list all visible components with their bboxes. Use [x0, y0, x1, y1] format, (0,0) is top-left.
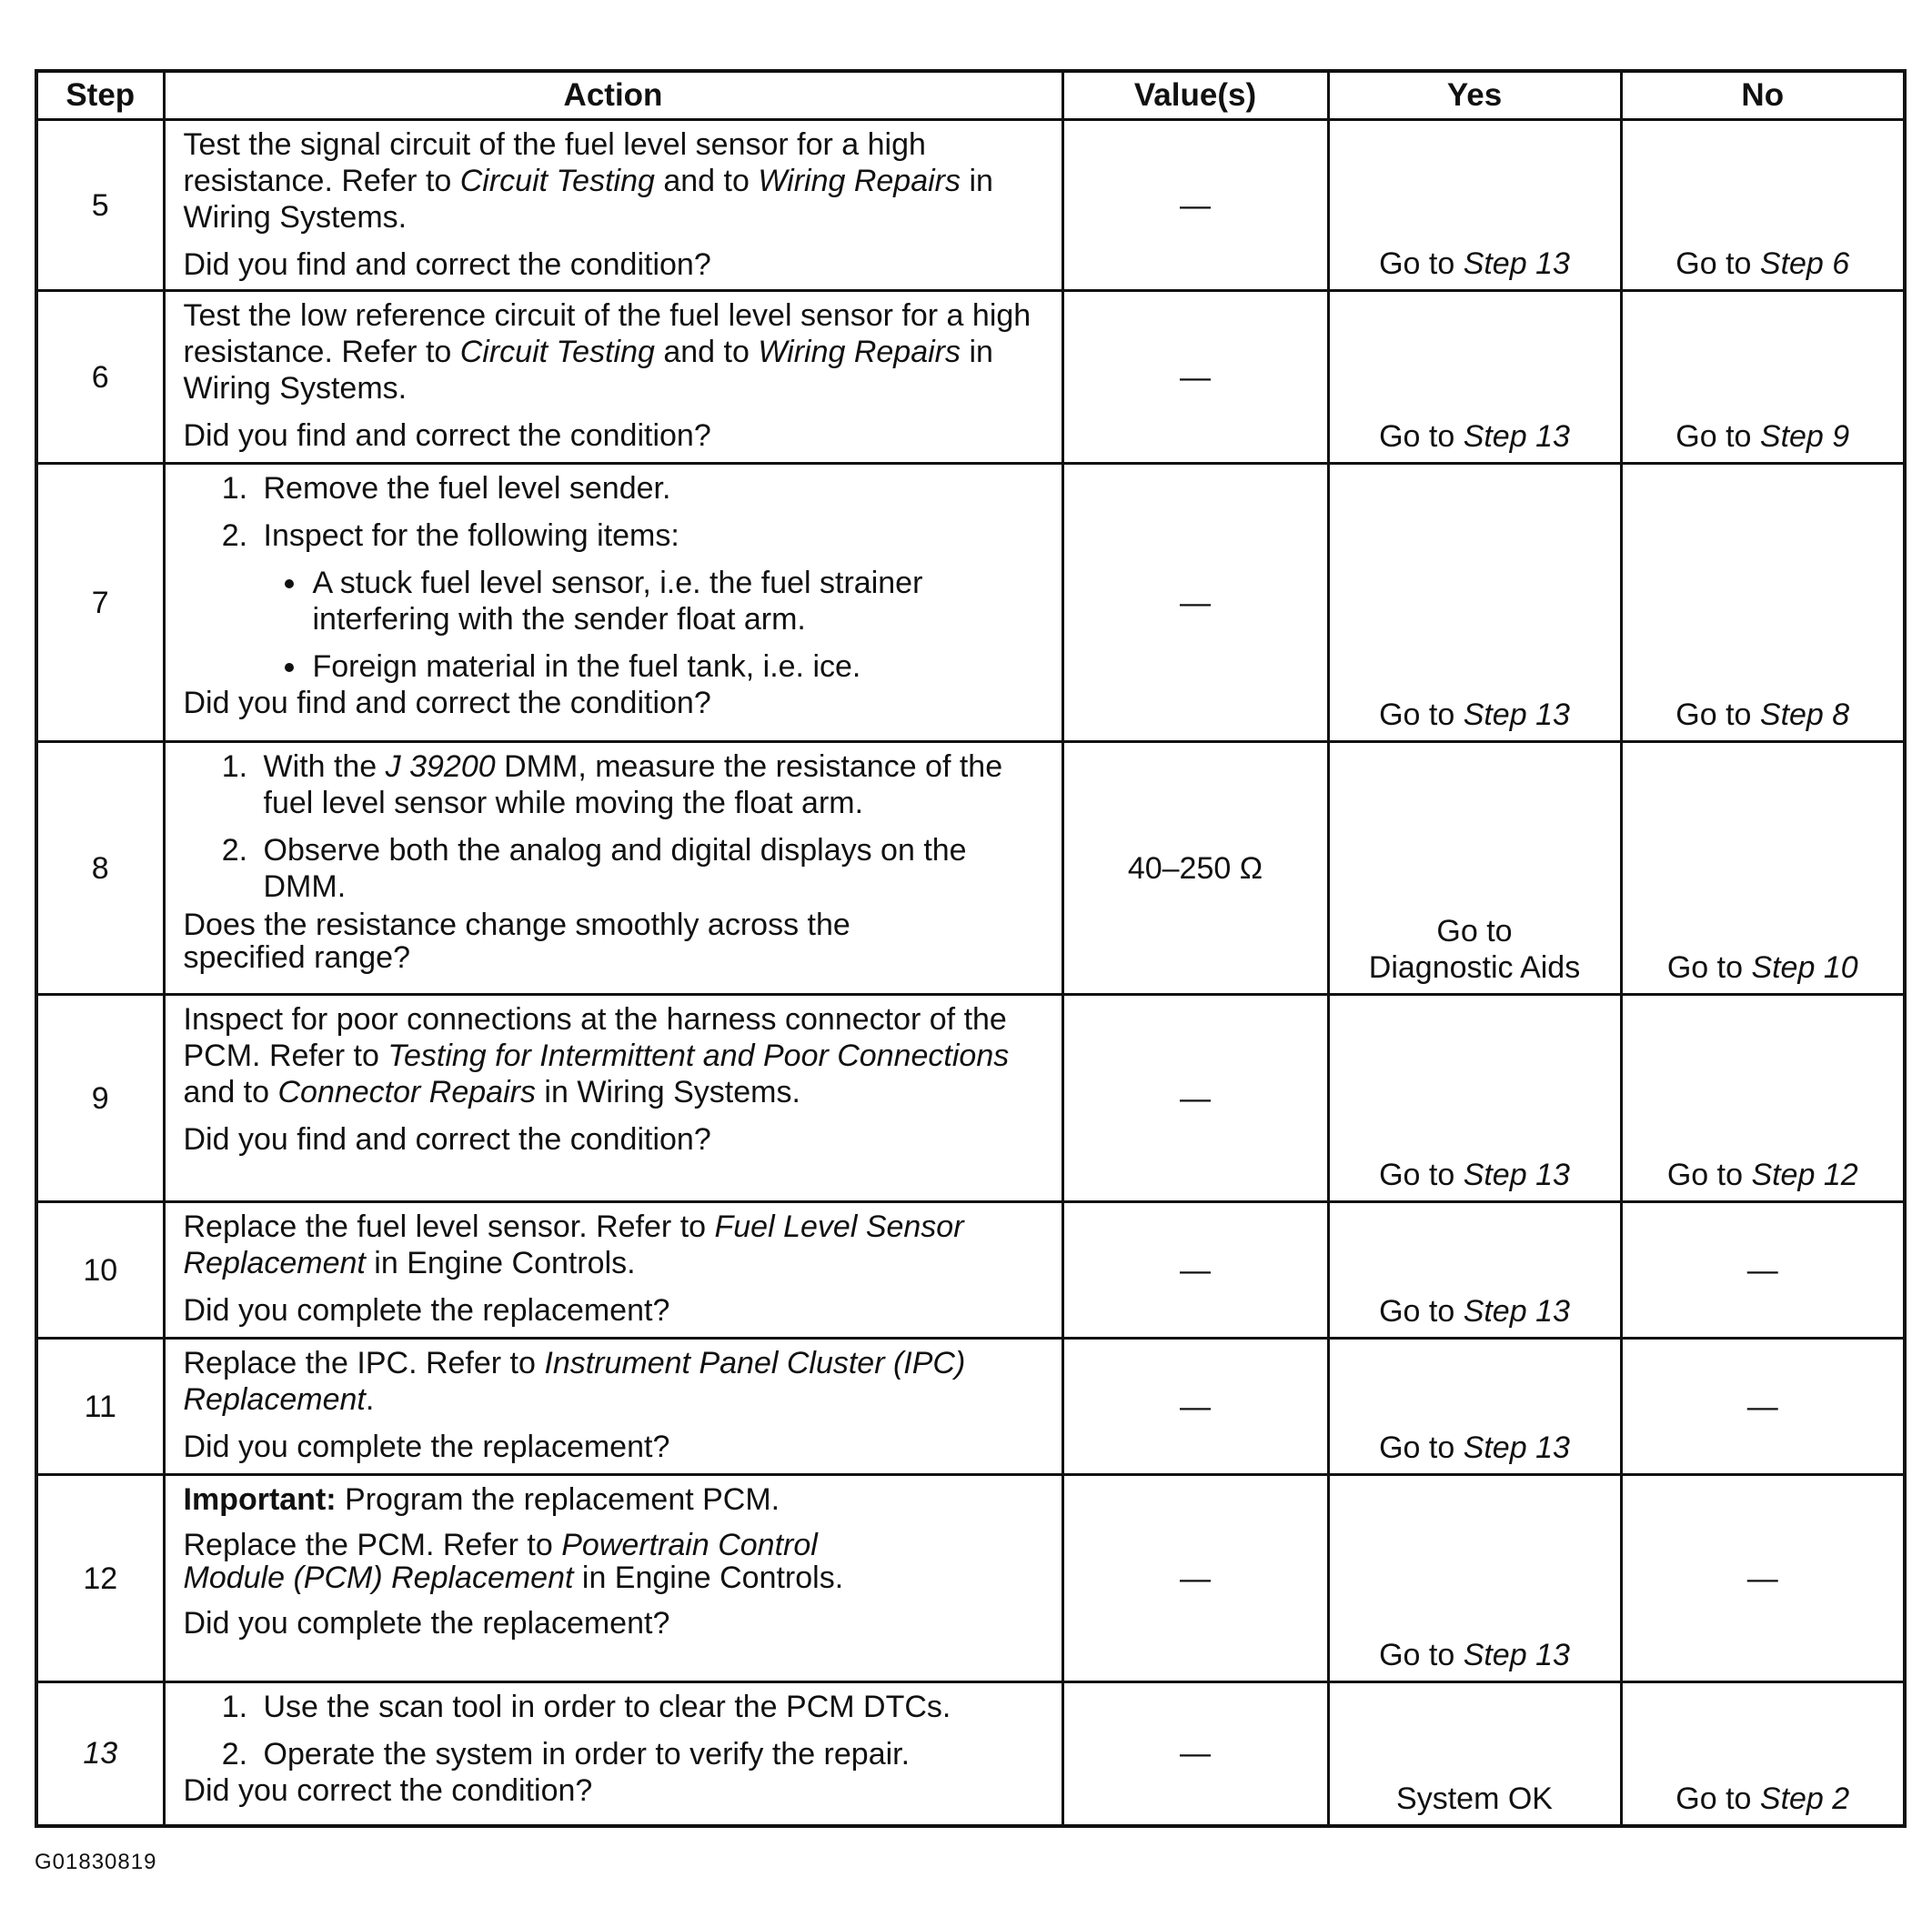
- yes-cell: Go to Step 13: [1328, 464, 1621, 742]
- diagnostic-table: [35, 69, 1907, 1828]
- action-steps: [184, 748, 1021, 905]
- table-row: [36, 742, 1905, 995]
- action-text: Replace the IPC. Refer to Instrument Panel Cluster (IPC) Replacement.: [183, 1346, 966, 1417]
- action-question: Does the resistance change smoothly across the specified range?: [183, 908, 850, 975]
- no-cell: —: [1621, 1202, 1905, 1339]
- value-cell: —: [1062, 291, 1328, 464]
- action-cell: [164, 742, 1062, 995]
- action-cell: [164, 1475, 1062, 1682]
- value-cell: 40–250 Ω: [1062, 742, 1328, 995]
- table-row: [36, 1475, 1905, 1682]
- yes-cell: Go to Step 13: [1328, 291, 1621, 464]
- action-cell: [164, 464, 1062, 742]
- header-action: Action: [164, 71, 1062, 120]
- value-cell: —: [1062, 1339, 1328, 1475]
- step-number: 5: [36, 120, 164, 291]
- value-cell: —: [1062, 995, 1328, 1202]
- action-question: Did you find and correct the condition?: [183, 1122, 711, 1157]
- action-cell: [164, 995, 1062, 1202]
- bullet-list: [264, 565, 1049, 685]
- yes-cell: Go to Step 13: [1328, 1339, 1621, 1475]
- action-question: Did you complete the replacement?: [183, 1293, 670, 1328]
- action-cell: [164, 1682, 1062, 1826]
- no-cell: —: [1621, 1339, 1905, 1475]
- step-number: 13: [36, 1682, 164, 1826]
- step-number: 12: [36, 1475, 164, 1682]
- table-row: [36, 464, 1905, 742]
- yes-cell: System OK: [1328, 1682, 1621, 1826]
- header-step: Step: [36, 71, 164, 120]
- action-steps: [184, 470, 1049, 685]
- wiring-repairs-ref: Wiring Repairs: [758, 164, 961, 198]
- step-number: 6: [36, 291, 164, 464]
- diagnostic-table-container: [35, 69, 1903, 1828]
- header-no: No: [1621, 71, 1905, 120]
- list-item: 1. Use the scan tool in order to clear the PCM DTCs.: [257, 1689, 1049, 1725]
- important-note: Important: Program the replacement PCM.: [183, 1482, 780, 1517]
- no-cell: —: [1621, 1475, 1905, 1682]
- bullet-item: • Foreign material in the fuel tank, i.e. ice.: [309, 648, 1049, 685]
- step-number: 7: [36, 464, 164, 742]
- action-cell: [164, 120, 1062, 291]
- action-question: Did you find and correct the condition?: [183, 247, 711, 282]
- yes-cell: [1328, 742, 1621, 995]
- action-question: Did you complete the replacement?: [183, 1430, 670, 1464]
- bullet-item: • A stuck fuel level sensor, i.e. the fuel strainer interfering with the sender float arm.: [309, 565, 1004, 637]
- step-number: 9: [36, 995, 164, 1202]
- action-steps: [184, 1689, 1049, 1772]
- value-cell: —: [1062, 1682, 1328, 1826]
- list-item: 2. Inspect for the following items: • A stuck fuel level sensor, i.e. the fuel strainer interfering with the sender float arm. • Foreign material in the fuel tank, i.e. ice.: [257, 517, 1049, 685]
- action-text: Replace the fuel level sensor. Refer to Fuel Level Sensor Replacement in Engine Controls.: [183, 1209, 964, 1280]
- value-cell: —: [1062, 1475, 1328, 1682]
- circuit-testing-ref: Circuit Testing: [459, 164, 655, 198]
- no-cell: Go to Step 8: [1621, 464, 1905, 742]
- yes-line: Diagnostic Aids: [1368, 950, 1581, 985]
- yes-cell: Go to Step 13: [1328, 1475, 1621, 1682]
- value-cell: —: [1062, 1202, 1328, 1339]
- action-cell: [164, 291, 1062, 464]
- yes-cell: Go to Step 13: [1328, 120, 1621, 291]
- table-row: [36, 1682, 1905, 1826]
- yes-cell: Go to Step 13: [1328, 1202, 1621, 1339]
- header-yes: Yes: [1328, 71, 1621, 120]
- yes-line: Go to: [1436, 914, 1513, 948]
- header-values: Value(s): [1062, 71, 1328, 120]
- action-text: Test the low reference circuit of the fuel level sensor for a high resistance. Refer to Circuit Testing and to Wiring Repairs in Wiring Systems.: [183, 298, 1031, 406]
- value-cell: —: [1062, 120, 1328, 291]
- no-cell: Go to Step 10: [1621, 742, 1905, 995]
- action-text: Replace the PCM. Refer to Powertrain Control Module (PCM) Replacement in Engine Controls.: [183, 1528, 844, 1595]
- important-label: Important:: [183, 1482, 337, 1517]
- no-cell: Go to Step 9: [1621, 291, 1905, 464]
- figure-id: G01830819: [35, 1850, 157, 1874]
- action-cell: [164, 1202, 1062, 1339]
- table-row: [36, 291, 1905, 464]
- list-item: 1. Remove the fuel level sender.: [257, 470, 1049, 507]
- action-question: Did you correct the condition?: [183, 1773, 593, 1808]
- table-row: [36, 1339, 1905, 1475]
- list-item: 1. With the J 39200 DMM, measure the resistance of the fuel level sensor while moving the float arm.: [257, 748, 1021, 821]
- action-question: Did you find and correct the condition?: [183, 686, 711, 720]
- no-cell: Go to Step 6: [1621, 120, 1905, 291]
- list-item: 2. Observe both the analog and digital displays on the DMM.: [257, 832, 1021, 905]
- action-question: Did you find and correct the condition?: [183, 418, 711, 453]
- header-row: [36, 71, 1905, 120]
- table-row: [36, 995, 1905, 1202]
- action-text: Test the signal circuit of the fuel level sensor for a high resistance. Refer to Circuit Testing and to Wiring Repairs in Wiring Systems.: [183, 127, 993, 235]
- dmm-tool-ref: J 39200: [385, 749, 496, 784]
- table-row: [36, 120, 1905, 291]
- action-question: Did you complete the replacement?: [183, 1606, 670, 1641]
- step-number: 8: [36, 742, 164, 995]
- step-number: 10: [36, 1202, 164, 1339]
- no-cell: Go to Step 2: [1621, 1682, 1905, 1826]
- step-number: 11: [36, 1339, 164, 1475]
- no-cell: Go to Step 12: [1621, 995, 1905, 1202]
- action-cell: [164, 1339, 1062, 1475]
- table-row: [36, 1202, 1905, 1339]
- yes-cell: Go to Step 13: [1328, 995, 1621, 1202]
- list-item: 2. Operate the system in order to verify the repair.: [257, 1736, 1049, 1772]
- action-text: Inspect for poor connections at the harness connector of the PCM. Refer to Testing for Intermittent and Poor Connections and to Connector Repairs in Wiring Systems.: [183, 1002, 1010, 1109]
- value-cell: —: [1062, 464, 1328, 742]
